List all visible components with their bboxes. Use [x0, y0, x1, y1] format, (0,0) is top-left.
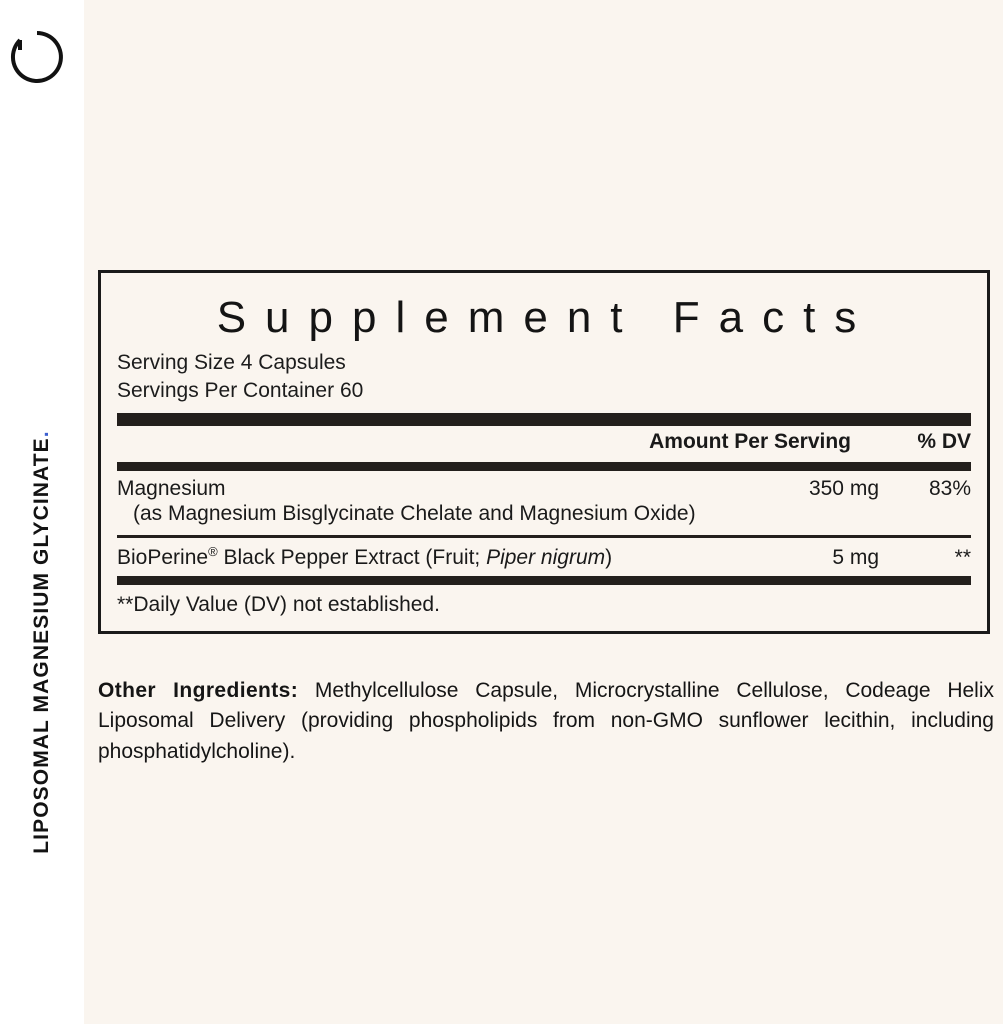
- other-ingredients-text: Methylcellulose Capsule, Microcrystalline Cellulose, Codeage Helix Liposomal Delivery (providing phospholipids from non-GMO sunflower lecithin, including phosphatidylcholine).: [98, 679, 995, 763]
- serving-size-line: Serving Size 4 Capsules: [117, 350, 346, 374]
- other-ingredients-block: [98, 676, 994, 767]
- supplement-facts-title: Supplement Facts: [216, 293, 876, 342]
- divider-thick-top: [117, 413, 971, 426]
- registered-trademark-symbol: ®: [208, 543, 218, 559]
- vertical-brand-text: [30, 430, 54, 853]
- bioperine-descriptor: Black Pepper Extract (Fruit;: [217, 545, 487, 569]
- header-percent-dv: % DV: [917, 429, 971, 453]
- nutrient-source-magnesium: (as Magnesium Bisglycinate Chelate and Magnesium Oxide): [133, 501, 696, 525]
- daily-value-footnote: **Daily Value (DV) not established.: [117, 592, 440, 616]
- table-row: [117, 471, 971, 501]
- bioperine-latin-name: Piper nigrum: [486, 545, 606, 569]
- servings-per-container-line: Servings Per Container 60: [117, 378, 364, 402]
- vertical-brand-label: LIPOSOMAL MAGNESIUM GLYCINATE: [30, 437, 53, 854]
- table-row: [117, 538, 971, 570]
- divider-medium-2: [117, 576, 971, 585]
- nutrient-dv-bioperine: **: [954, 545, 971, 569]
- bioperine-label: BioPerine: [117, 545, 209, 569]
- bioperine-close-paren: ): [605, 545, 613, 569]
- brand-accent-dot: .: [30, 430, 53, 438]
- divider-medium-1: [117, 462, 971, 471]
- vertical-brand-strip: [0, 0, 84, 1024]
- amounts-header-row: [117, 426, 971, 456]
- other-ingredients-label: Other Ingredients:: [98, 679, 299, 702]
- nutrient-name-magnesium: Magnesium: [117, 476, 226, 500]
- nutrient-dv-magnesium: 83%: [928, 476, 971, 500]
- nutrient-amount-bioperine: 5 mg: [832, 545, 879, 569]
- nutrient-amount-magnesium: 350 mg: [808, 476, 879, 500]
- supplement-facts-panel: [98, 270, 990, 634]
- header-amount-per-serving: Amount Per Serving: [649, 429, 851, 453]
- nutrient-name-bioperine: [117, 544, 729, 570]
